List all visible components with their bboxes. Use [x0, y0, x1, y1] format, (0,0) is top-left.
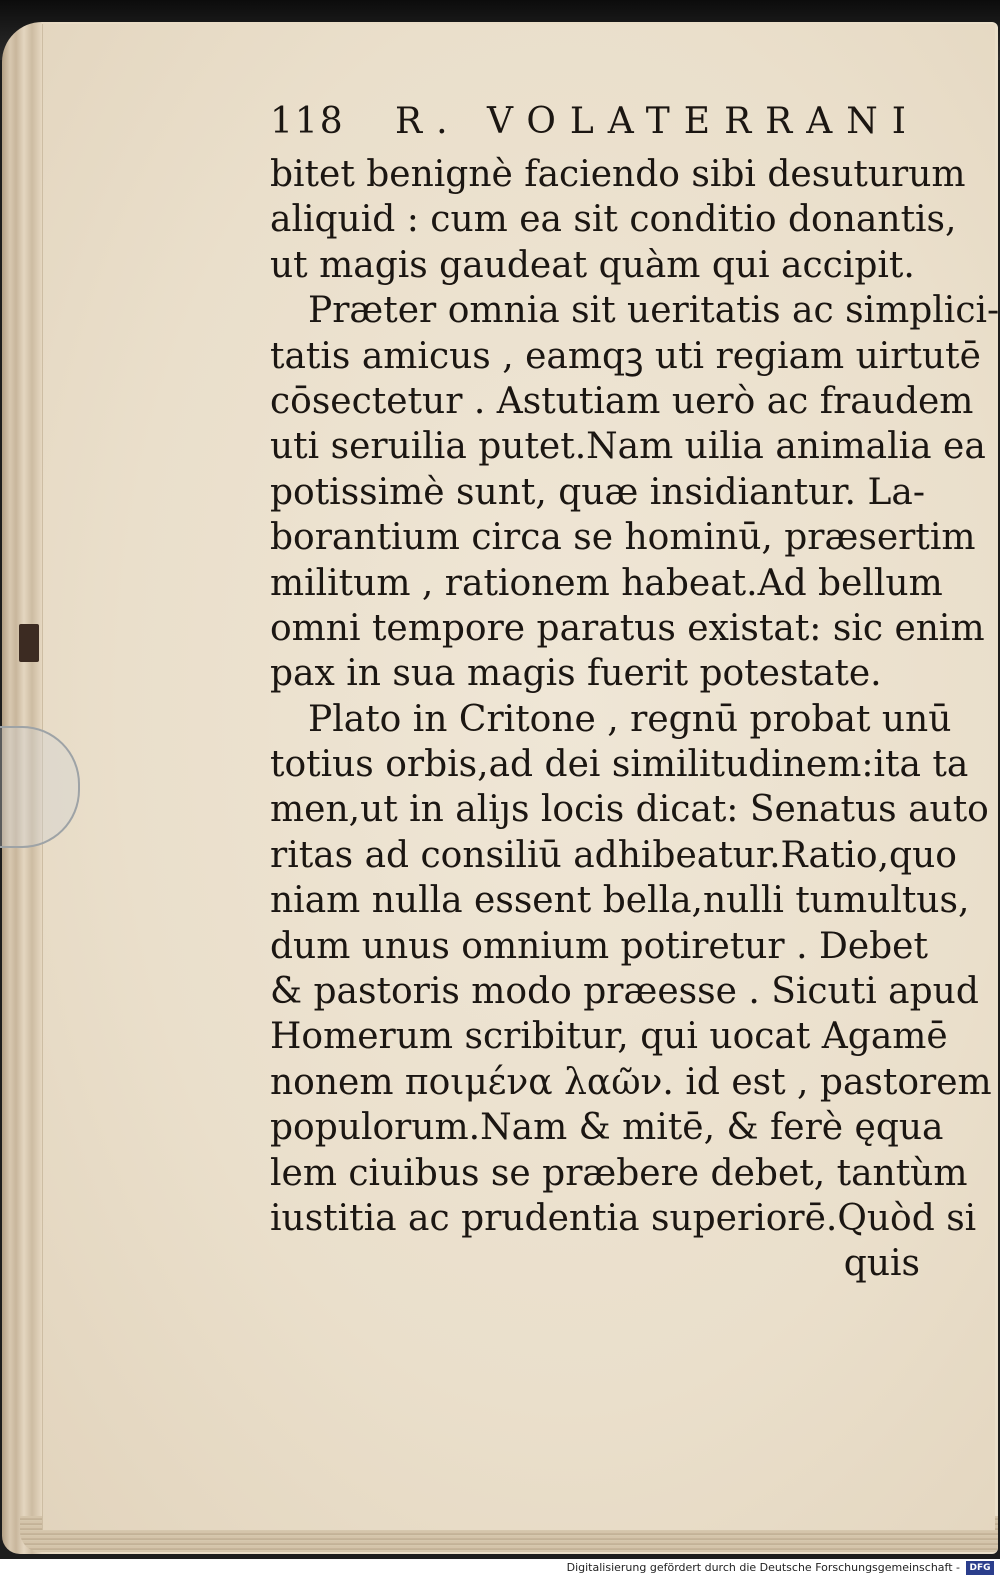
text-line: niam nulla essent bella,nulli tumultus, [270, 880, 970, 922]
footer-credit: Digitalisierung gefördert durch die Deutsche Forschungsgemeinschaft - [566, 1561, 960, 1574]
dfg-logo-icon: DFG [966, 1561, 994, 1575]
text-line: populorum.Nam & mitē, & ferè ęqua [270, 1107, 944, 1149]
text-line: potissimè sunt, quæ insidiantur. La- [270, 471, 925, 513]
text-line: tatis amicus , eamqꝫ uti regiam uirtutē [270, 335, 981, 377]
running-head [270, 92, 920, 152]
text-line: cōsectetur . Astutiam uerò ac fraudem [270, 380, 974, 422]
text-line: lem ciuibus se præbere debet, tantùm [270, 1152, 968, 1194]
text-line: dum unus omnium potiretur . Debet [270, 925, 928, 967]
text-line: ritas ad consiliū adhibeatur.Ratio,quo [270, 834, 957, 876]
catchword: quis [843, 1243, 920, 1285]
text-line: nonem ποιμένα λαῶν. id est , pastorem [270, 1061, 992, 1103]
running-title: R. VOLATERRANI [394, 101, 920, 142]
footer-bar [0, 1559, 1000, 1577]
text-line: bitet benignè faciendo sibi desuturum [270, 154, 966, 195]
text-line: ut magis gaudeat quàm qui accipit. [270, 244, 915, 286]
text-line: Plato in Critone , regnū probat unū [308, 698, 952, 740]
text-line: pax in sua magis fuerit potestate. [270, 653, 882, 695]
text-line: uti seruilia putet.Nam uilia animalia ea [270, 426, 986, 468]
text-block [270, 92, 1000, 1287]
page-number: 118 [270, 101, 345, 142]
bookmark-tab [19, 624, 39, 662]
text-line: & pastoris modo præesse . Sicuti apud [270, 971, 979, 1013]
text-line: men,ut in aliȷs locis dicat: Senatus auto [270, 789, 989, 831]
text-line: Præter omnia sit ueritatis ac simplici- [308, 290, 1000, 332]
text-line: aliquid : cum ea sit conditio donantis, [270, 199, 957, 241]
text-line: militum , rationem habeat.Ad bellum [270, 562, 943, 604]
text-line: omni tempore paratus existat: sic enim [270, 607, 985, 649]
text-line: borantium circa se hominū, præsertim [270, 517, 976, 559]
text-line: Homerum scribitur, qui uocat Agamē [270, 1016, 948, 1058]
text-line: iustitia ac prudentia superiorē.Quòd si [270, 1197, 977, 1239]
text-line: totius orbis,ad dei similitudinem:ita ta [270, 744, 969, 786]
